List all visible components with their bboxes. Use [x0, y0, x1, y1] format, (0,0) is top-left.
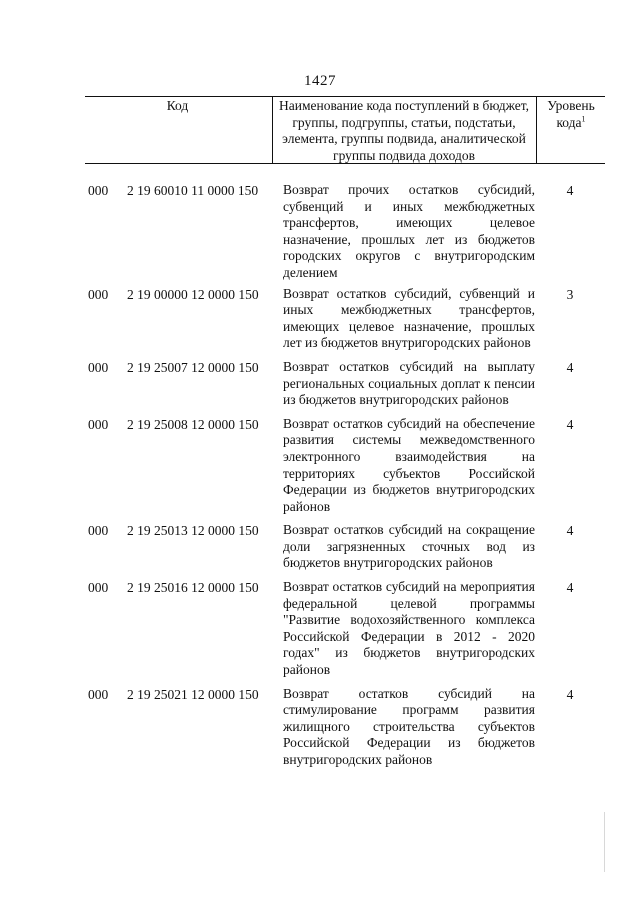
- header-level: [537, 98, 605, 131]
- row-admin-code: 000: [88, 686, 109, 702]
- row-income-code: 2 19 25008 12 0000 150: [127, 416, 259, 432]
- row-level: 4: [566, 686, 574, 702]
- row-admin-code: 000: [88, 183, 109, 198]
- table-row: [0, 416, 640, 516]
- header-top-rule: [85, 96, 605, 97]
- row-name: Возврат остатков субсидий на сокращение доли загрязненных сточных вод из бюджетов внутригородских районов: [283, 522, 535, 571]
- row-level: 4: [566, 183, 574, 198]
- row-name: Возврат остатков субсидий на обеспечение развития системы межведомственного электронного взаимодействия на территориях субъектов Российской Федерации из бюджетов внутригородских районов: [283, 415, 535, 514]
- row-level: 4: [566, 523, 574, 539]
- row-admin-code: 000: [88, 286, 109, 302]
- page-number: 1427: [304, 73, 336, 89]
- table-body: [0, 182, 640, 769]
- row-admin-code: 000: [88, 359, 109, 375]
- row-name: Возврат остатков субсидий на стимулирование программ развития жилищного строительства субъектов Российской Федерации из бюджетов внутригородских районов: [283, 685, 535, 767]
- row-level: 4: [566, 416, 574, 432]
- row-level: 4: [566, 359, 574, 375]
- row-name: Возврат прочих остатков субсидий, субвенций и иных межбюджетных трансфертов, имеющих целевое назначение, прошлых лет из бюджетов городских округов с внутригородским делением: [283, 182, 535, 280]
- header-name: Наименование кода поступлений в бюджет, группы, подгруппы, статьи, подстатьи, элемента, группы подвида, аналитической группы подвида доходов: [278, 98, 529, 163]
- table-row: [0, 579, 640, 679]
- header-level-footnote: 1: [581, 114, 586, 123]
- scan-edge-mark: [604, 812, 605, 872]
- row-income-code: 2 19 00000 12 0000 150: [127, 286, 259, 302]
- table-row: [0, 359, 640, 409]
- table-row: [0, 286, 640, 352]
- row-level: 4: [566, 580, 574, 596]
- row-admin-code: 000: [88, 523, 109, 539]
- header-bottom-rule: [85, 163, 605, 164]
- header-code: Код: [166, 98, 189, 113]
- table-row: [0, 182, 640, 282]
- row-level: 3: [566, 286, 574, 302]
- table-row: [0, 686, 640, 769]
- row-income-code: 2 19 60010 11 0000 150: [127, 183, 259, 198]
- table-header: [85, 96, 605, 164]
- row-income-code: 2 19 25013 12 0000 150: [127, 523, 259, 539]
- header-level-label: Уровень кода: [547, 98, 595, 130]
- row-income-code: 2 19 25016 12 0000 150: [127, 580, 259, 596]
- row-income-code: 2 19 25021 12 0000 150: [127, 686, 259, 702]
- row-income-code: 2 19 25007 12 0000 150: [127, 359, 259, 375]
- row-admin-code: 000: [88, 416, 109, 432]
- row-admin-code: 000: [88, 580, 109, 596]
- row-name: Возврат остатков субсидий, субвенций и иных межбюджетных трансфертов, имеющих целевое назначение, прошлых лет из бюджетов внутригородских районов: [283, 285, 535, 351]
- row-name: Возврат остатков субсидий на мероприятия федеральной целевой программы "Развитие водохозяйственного комплекса Российской Федерации в 2012 - 2020 годах" из бюджетов внутригородских районов: [283, 579, 535, 678]
- row-name: Возврат остатков субсидий на выплату региональных социальных доплат к пенсии из бюджетов внутригородских районов: [283, 358, 535, 408]
- table-row: [0, 522, 640, 572]
